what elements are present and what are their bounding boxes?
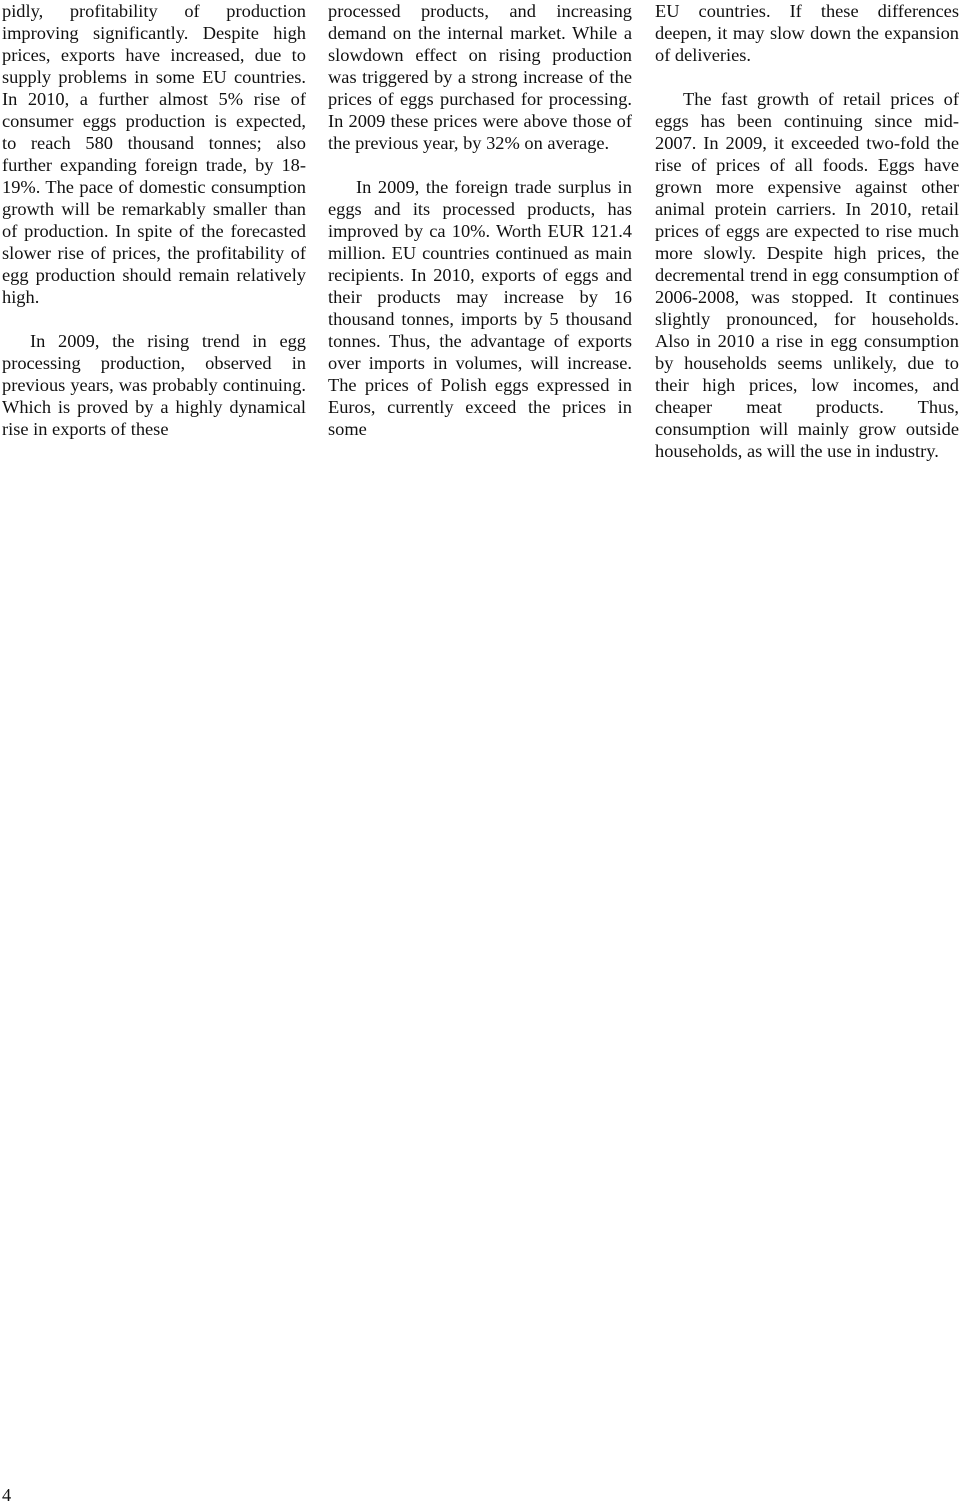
paragraph: EU countries. If these differences deepen, it may slow down the expansion of deliveries. (655, 1, 959, 65)
text-column-1 (2, 0, 306, 462)
paragraph: In 2009, the foreign trade surplus in eggs and its processed products, has improved by ca 10%. Worth EUR 121.4 million. EU countries continued as main recipients. In 2010, exports of eggs and their products may increase by 16 thousand tonnes, imports by 5 thousand tonnes. Thus, the advantage of exports over imports in volumes, will increase. The prices of Polish eggs expressed in Euros, currently exceed the prices in some (328, 177, 632, 439)
text-column-2 (328, 0, 632, 462)
page-number: 4 (2, 1485, 12, 1505)
text-column-3 (655, 0, 959, 484)
paragraph: In 2009, the rising trend in egg processing production, observed in previous years, was probably continuing. Which is proved by a highly dynamical rise in exports of these (2, 331, 306, 439)
paragraph: The fast growth of retail prices of eggs has been continuing since mid-2007. In 2009, it exceeded two-fold the rise of prices of all foods. Eggs have grown more expensive against other animal protein carriers. In 2010, retail prices of eggs are expected to rise much more slowly. Despite high prices, the decremental trend in egg consumption of 2006-2008, was stopped. It continues slightly pronounced, for households. Also in 2010 a rise in egg consumption by households seems unlikely, due to their high prices, low incomes, and cheaper meat products. Thus, consumption will mainly grow outside households, as will the use in industry. (655, 89, 959, 461)
paragraph: pidly, profitability of production improving significantly. Despite high prices, exports have increased, due to supply problems in some EU countries. In 2010, a further almost 5% rise of consumer eggs production is expected, to reach 580 thousand tonnes; also further expanding foreign trade, by 18-19%. The pace of domestic consumption growth will be remarkably smaller than of production. In spite of the forecasted slower rise of prices, the profitability of egg production should remain relatively high. (2, 1, 306, 307)
paragraph: processed products, and increasing demand on the internal market. While a slowdown effect on rising production was triggered by a strong increase of the prices of eggs purchased for processing. In 2009 these prices were above those of the previous year, by 32% on average. (328, 1, 632, 153)
